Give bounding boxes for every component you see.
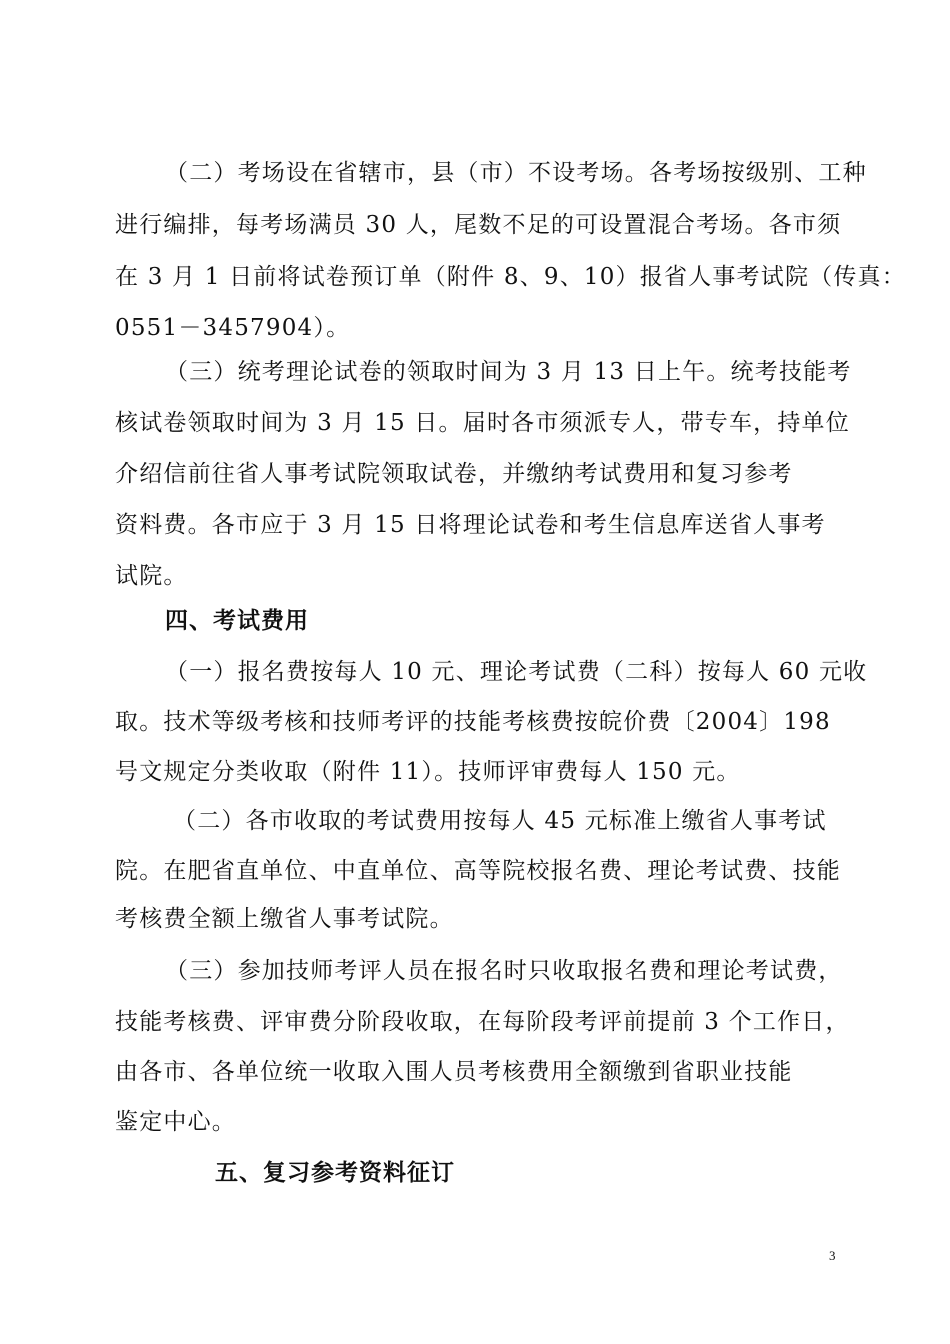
fees-paragraph-2-line-3: 考核费全额上缴省人事考试院。 — [115, 906, 454, 932]
fees-paragraph-1-line-1: （一）报名费按每人 10 元、理论考试费（二科）按每人 60 元收 — [165, 659, 868, 685]
paragraph-2-line-1: （二）考场设在省辖市，县（市）不设考场。各考场按级别、工种 — [165, 160, 867, 186]
fees-paragraph-2-line-1: （二）各市收取的考试费用按每人 45 元标准上缴省人事考试 — [173, 808, 827, 834]
fees-paragraph-3-line-2: 技能考核费、评审费分阶段收取，在每阶段考评前提前 3 个工作日， — [115, 1009, 850, 1035]
page-number: 3 — [829, 1248, 836, 1263]
fees-paragraph-1-line-3: 号文规定分类收取（附件 11）。技师评审费每人 150 元。 — [115, 759, 741, 785]
paragraph-2-line-4: 0551－3457904）。 — [115, 315, 351, 341]
paragraph-3-line-3: 介绍信前往省人事考试院领取试卷，并缴纳考试费用和复习参考 — [115, 461, 793, 487]
paragraph-2-line-2: 进行编排，每考场满员 30 人，尾数不足的可设置混合考场。各市须 — [115, 212, 842, 238]
fees-paragraph-3-line-1: （三）参加技师考评人员在报名时只收取报名费和理论考试费， — [165, 958, 843, 984]
fees-paragraph-2-line-2: 院。在肥省直单位、中直单位、高等院校报名费、理论考试费、技能 — [115, 858, 841, 884]
paragraph-2-line-3: 在 3 月 1 日前将试卷预订单（附件 8、9、10）报省人事考试院（传真： — [115, 264, 906, 290]
section-heading-fees: 四、考试费用 — [165, 607, 309, 634]
fees-paragraph-3-line-3: 由各市、各单位统一收取入围人员考核费用全额缴到省职业技能 — [115, 1059, 793, 1085]
fees-paragraph-3-line-4: 鉴定中心。 — [115, 1109, 236, 1135]
section-heading-review-materials: 五、复习参考资料征订 — [215, 1159, 455, 1186]
paragraph-3-line-1: （三）统考理论试卷的领取时间为 3 月 13 日上午。统考技能考 — [165, 359, 852, 385]
fees-paragraph-1-line-2: 取。技术等级考核和技师考评的技能考核费按皖价费〔2004〕198 — [115, 709, 831, 735]
paragraph-3-line-5: 试院。 — [115, 563, 188, 589]
paragraph-3-line-4: 资料费。各市应于 3 月 15 日将理论试卷和考生信息库送省人事考 — [115, 512, 826, 538]
paragraph-3-line-2: 核试卷领取时间为 3 月 15 日。届时各市须派专人，带专车，持单位 — [115, 410, 850, 436]
